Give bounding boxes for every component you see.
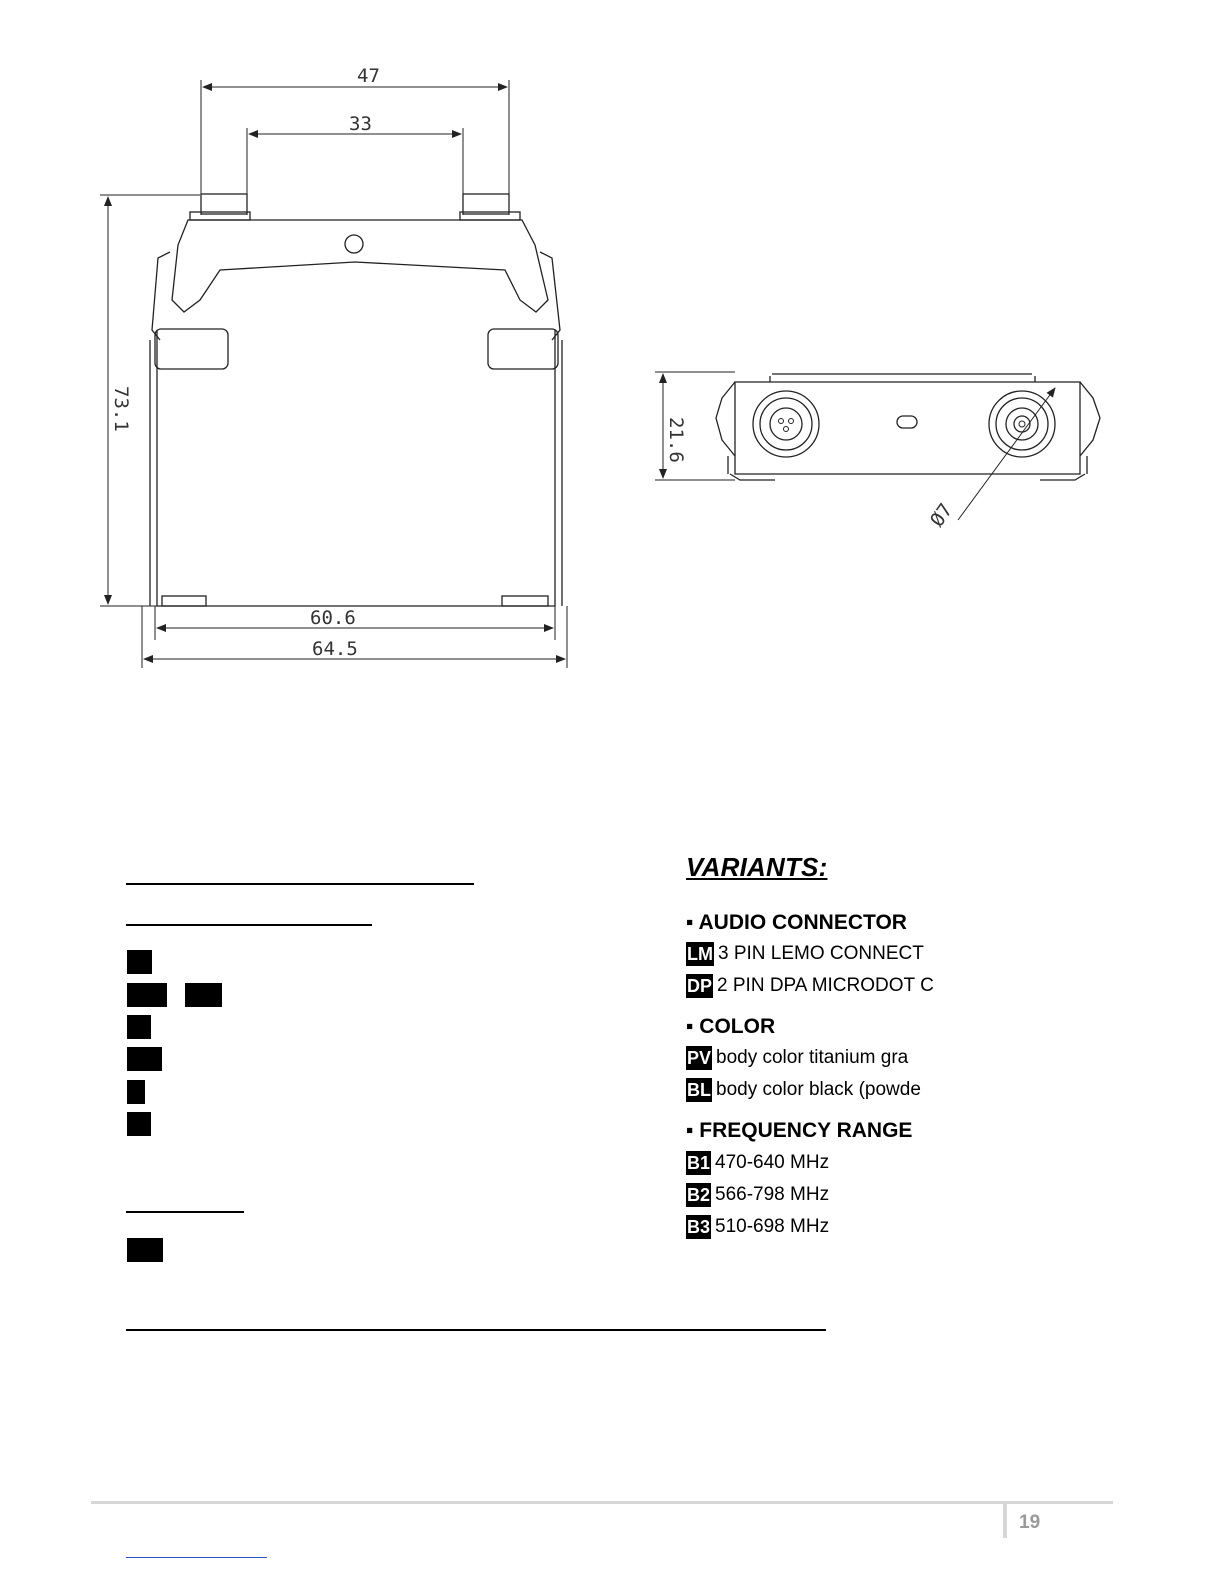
variant-option: [686, 1042, 986, 1074]
redacted-block: [185, 983, 222, 1007]
variants-title: VARIANTS:: [686, 852, 828, 882]
dim-47: 47: [357, 65, 380, 87]
dim-diameter-7: Ø7: [926, 499, 958, 531]
variant-option: [686, 938, 986, 970]
dim-21-6: 21.6: [665, 417, 687, 463]
redacted-subheading-rule: [126, 1211, 244, 1213]
frequency-range-section: [686, 1119, 986, 1243]
variants-section: [686, 852, 986, 1243]
dim-64-5: 64.5: [312, 638, 358, 660]
section-heading: ▪ COLOR: [686, 1015, 776, 1038]
variant-code: LM: [687, 944, 713, 964]
variant-code: B1: [687, 1153, 711, 1173]
redacted-block: [127, 1112, 151, 1136]
variant-text: body color titanium gra: [716, 1047, 909, 1068]
redacted-block: [127, 1015, 151, 1039]
top-view: [655, 372, 1100, 531]
redacted-subheading-rule: [126, 924, 372, 926]
redacted-block: [127, 950, 152, 974]
page-number: 19: [1019, 1512, 1041, 1533]
section-heading: ▪ AUDIO CONNECTOR: [686, 911, 907, 934]
technical-drawing: [0, 0, 1224, 700]
variant-code: PV: [687, 1048, 712, 1068]
redacted-block: [127, 983, 167, 1007]
variant-text: 470-640 MHz: [715, 1152, 830, 1173]
variant-option: [686, 1179, 986, 1211]
dim-33: 33: [349, 113, 372, 135]
redacted-heading-rule: [126, 883, 474, 885]
redacted-long-rule: [126, 1329, 826, 1331]
redacted-block: [127, 1047, 162, 1071]
variant-option: [686, 1147, 986, 1179]
redacted-block: [127, 1238, 163, 1262]
variant-text: 2 PIN DPA MICRODOT C: [717, 975, 934, 996]
variant-text: body color black (powde: [716, 1079, 921, 1100]
variant-code: B2: [687, 1185, 711, 1205]
variant-text: 3 PIN LEMO CONNECT: [718, 943, 924, 964]
variant-text: 566-798 MHz: [715, 1184, 830, 1205]
variant-option: [686, 1074, 986, 1106]
variant-code: DP: [687, 976, 713, 996]
variant-code: B3: [687, 1217, 711, 1237]
front-view: [100, 65, 567, 668]
section-heading: ▪ FREQUENCY RANGE: [686, 1119, 913, 1142]
dim-60-6: 60.6: [310, 607, 356, 629]
footer-link-underline[interactable]: [126, 1557, 267, 1558]
variant-option: [686, 970, 986, 1002]
variant-code: BL: [687, 1080, 711, 1100]
variant-text: 510-698 MHz: [715, 1216, 830, 1237]
redacted-block: [127, 1080, 145, 1104]
footer-divider: [1003, 1504, 1007, 1538]
audio-connector-section: [686, 911, 986, 1002]
color-section: [686, 1015, 986, 1106]
dim-73-1: 73.1: [110, 386, 132, 432]
footer-rule: [91, 1501, 1113, 1504]
variant-option: [686, 1211, 986, 1243]
